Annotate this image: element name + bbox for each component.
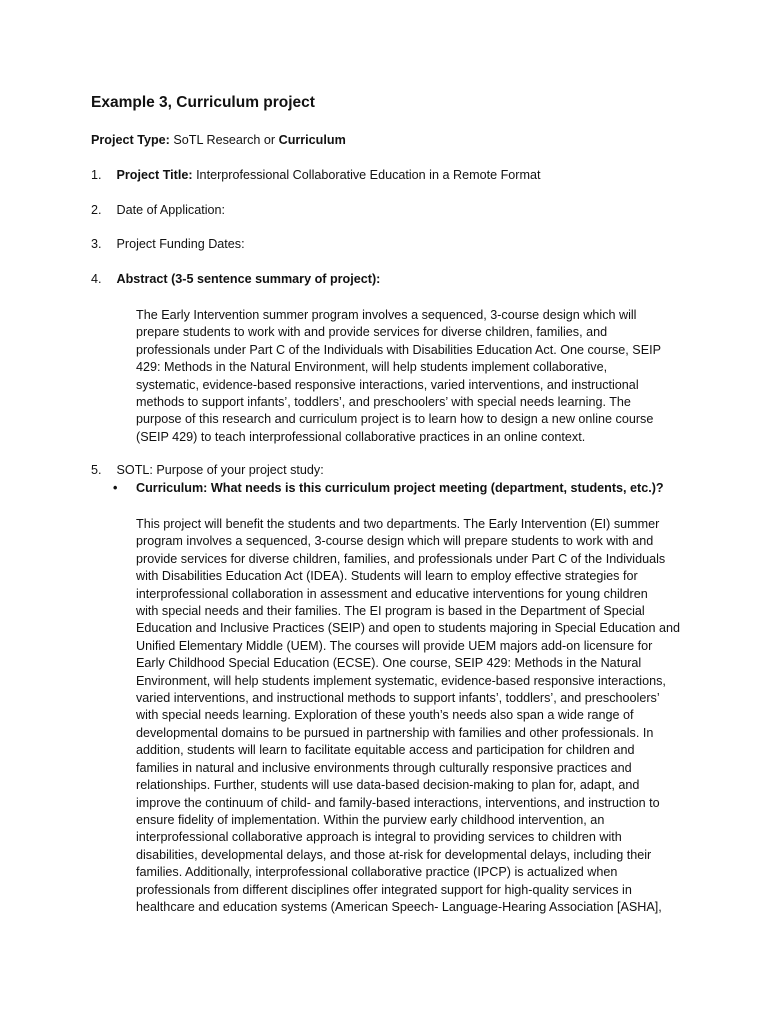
abstract-line: The Early Intervention summer program involves a sequenced, 3-course design which will [136, 308, 637, 322]
item-number: 2. [91, 203, 102, 217]
item-number: 4. [91, 272, 102, 286]
curriculum-line: families in natural and inclusive environments through culturally responsive practices and [136, 760, 632, 775]
project-type-label: Project Type: [91, 133, 170, 147]
item-value: Date of Application: [116, 203, 226, 217]
bullet-symbol: • [113, 481, 118, 495]
curriculum-line: Early Childhood Special Education (ECSE). One course, SEIP 429: Methods in the Natural [136, 656, 642, 671]
curriculum-line: developmental domains to be pursued in partnership with families and other professionals. In [136, 725, 654, 740]
project-type-value: SoTL Research or [173, 133, 276, 147]
curriculum-line: disabilities, developmental delays, and those at-risk for developmental delays, including their [136, 847, 652, 862]
abstract-line: professionals under Part C of the Individuals with Disabilities Education Act. One course, SEIP [136, 342, 662, 357]
curriculum-line: varied interventions, and instructional methods to support infants’, toddlers’, and preschoolers’ [136, 691, 660, 706]
abstract-line: 429: Methods in the Natural Environment, will help students implement collaborative, [136, 360, 608, 375]
item-label: Abstract (3-5 sentence summary of project): [116, 272, 381, 286]
curriculum-line: addition, students will learn to facilitate equitable access and participation for children and [136, 743, 635, 758]
curriculum-line: families. Additionally, interprofessional collaborative practice (IPCP) is actualized when [136, 865, 618, 880]
abstract-paragraph [136, 307, 696, 446]
curriculum-line: This project will benefit the students and two departments. The Early Intervention (EI) summer [136, 517, 660, 531]
curriculum-line: relationships. Further, students will use data-based decision-making to plan for, adapt, and [136, 778, 640, 793]
item-value: SOTL: Purpose of your project study: [116, 463, 324, 477]
item-date-of-application [91, 203, 225, 217]
curriculum-line: provide services for diverse children, families, and professionals under Part C of the Individuals [136, 551, 666, 566]
abstract-line: (SEIP 429) to teach interprofessional collaborative practices in an online context. [136, 429, 586, 444]
curriculum-line: Unified Elementary Middle (UEM). The courses will provide UEM majors add-on licensure for [136, 638, 653, 653]
curriculum-question: Curriculum: What needs is this curriculum project meeting (department, students, etc.)? [136, 481, 664, 495]
curriculum-line: with special needs and their families. The EI program is based in the Department of Special [136, 604, 645, 619]
project-type-line [91, 133, 346, 147]
curriculum-paragraph [136, 516, 696, 916]
abstract-line: systematic, evidence-based responsive interactions, varied interventions, and instructional [136, 377, 639, 392]
item-number: 3. [91, 237, 102, 251]
item-label: Project Title: [116, 168, 193, 182]
curriculum-line: with special needs learning. Exploration of these youth’s needs also span a wide range of [136, 708, 634, 723]
curriculum-line: healthcare and education systems (American Speech- Language-Hearing Association [ASHA], [136, 899, 662, 914]
item-sotl-purpose [91, 463, 324, 477]
item-value: Interprofessional Collaborative Education in a Remote Format [196, 168, 541, 182]
abstract-line: methods to support infants’, toddlers’, and preschoolers’ with special needs learning. The [136, 395, 631, 410]
item-value: Project Funding Dates: [116, 237, 245, 251]
abstract-line: purpose of this research and curriculum project is to learn how to design a new online course [136, 412, 654, 427]
item-number: 1. [91, 168, 102, 182]
curriculum-line: Education and Inclusive Practices (SEIP) and open to students majoring in Special Education and [136, 621, 680, 636]
curriculum-line: interprofessional collaboration in assessment and educative interventions for young children [136, 586, 648, 601]
curriculum-line: improve the continuum of child- and family-based interactions, interventions, and instruction to [136, 795, 660, 810]
project-type-selected: Curriculum [278, 133, 346, 147]
curriculum-line: interprofessional collaborative approach is integral to providing services to children with [136, 830, 622, 845]
item-abstract [91, 272, 380, 286]
curriculum-line: Environment, will help students implement systematic, evidence-based responsive interactions, [136, 673, 666, 688]
abstract-line: prepare students to work with and provide services for diverse children, families, and [136, 325, 608, 340]
item-project-title [91, 168, 540, 182]
document-title: Example 3, Curriculum project [91, 94, 315, 111]
curriculum-line: professionals from different disciplines offer integrated support for high-quality services in [136, 882, 632, 897]
item-number: 5. [91, 463, 102, 477]
curriculum-line: ensure fidelity of implementation. Within the purview early childhood intervention, an [136, 812, 605, 827]
curriculum-line: program involves a sequenced, 3-course design which will prepare students to work with and [136, 534, 654, 549]
curriculum-line: with Disabilities Education Act (IDEA). Students will learn to employ effective strategies for [136, 569, 638, 584]
item-funding-dates [91, 237, 245, 251]
